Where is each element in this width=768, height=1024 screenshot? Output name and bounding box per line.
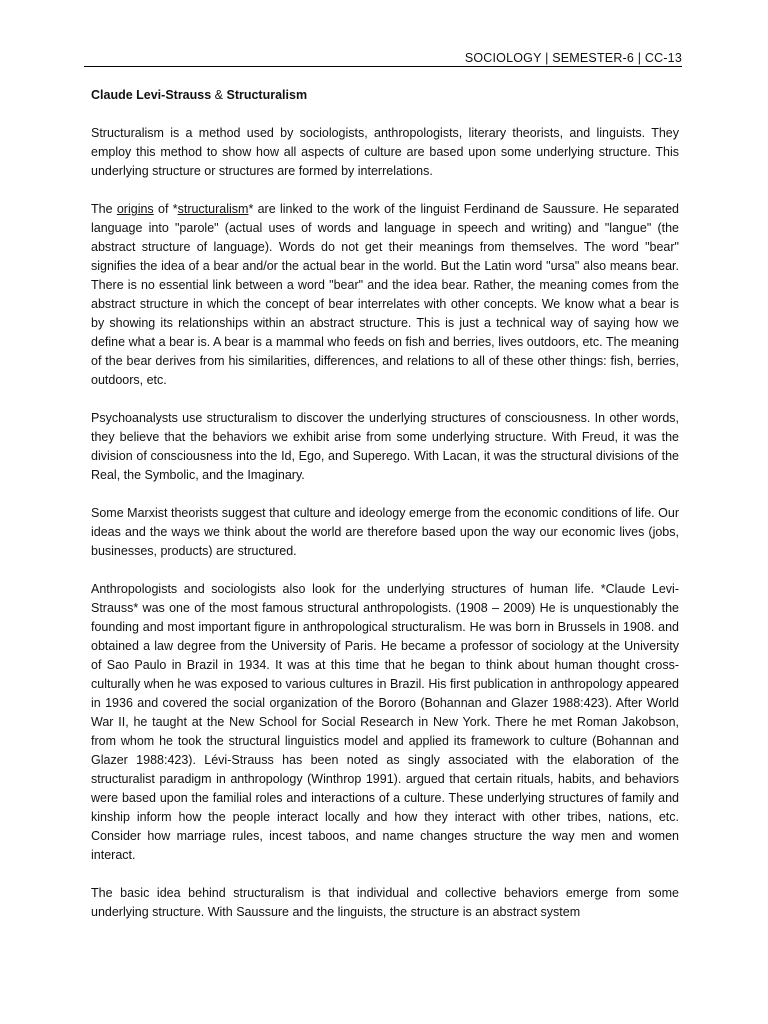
title-part1: Claude Levi-Strauss — [91, 88, 212, 102]
paragraph-2-mid: of * — [153, 202, 178, 216]
paragraph-3: Psychoanalysts use structuralism to discover the underlying structures of consciousness. In other words, they believe that the behaviors we exhibit arise from some underlying structure. With Freud, it was the division of consciousness into the Id, Ego, and Superego. With Lacan, it was the structural divisions of the Real, the Symbolic, and the Imaginary. — [91, 411, 679, 482]
paragraph-4: Some Marxist theorists suggest that culture and ideology emerge from the economic conditions of life. Our ideas and the ways we think about the world are therefore based upon the way our economic lives (jobs, businesses, products) are structured. — [91, 506, 679, 558]
origins-link[interactable]: origins — [116, 202, 154, 216]
paragraph-6: The basic idea behind structuralism is that individual and collective behaviors emerge from some underlying structure. With Saussure and the linguists, the structure is an abstract system — [91, 886, 679, 919]
paragraph-5: Anthropologists and sociologists also look for the underlying structures of human life. *Claude Levi-Strauss* was one of the most famous structural anthropologists. (1908 – 2009) He is unquestionably the founding and most important figure in anthropological structuralism. He was born in Brussels in 1908. and obtained a law degree from the University of Paris. He became a professor of sociology at the University of Sao Paulo in Brazil in 1934. It was at this time that he began to think about human thought cross-culturally when he was exposed to various cultures in Brazil. His first publication in anthropology appeared in 1936 and covered the social organization of the Bororo (Bohannan and Glazer 1988:423). After World War II, he taught at the New School for Social Research in New York. There he met Roman Jakobson, from whom he took the structural linguistics model and applied its framework to culture (Bohannan and Glazer 1988:423). Lévi-Strauss has been noted as singly associated with the elaboration of the structuralist paradigm in anthropology (Winthrop 1991). argued that certain rituals, habits, and behaviors were based upon the familial roles and interactions of a culture. These underlying structures of family and kinship inform how the people interact locally and how they interact with other tribes, nations, etc. Consider how marriage rules, incest taboos, and name changes structure the way men and women interact. — [91, 582, 679, 862]
document-body — [91, 86, 679, 922]
paragraph-1: Structuralism is a method used by sociologists, anthropologists, literary theorists, and linguists. They employ this method to show how all aspects of culture are based upon some underlying structure. This underlying structure or structures are formed by interrelations. — [91, 126, 679, 178]
title-part2: Structuralism — [226, 88, 308, 102]
paragraph-2-rest: * are linked to the work of the linguist Ferdinand de Saussure. He separated language into "parole" (actual uses of words and language in speech and writing) and "langue" (the abstract structure of language). Words do not get their meanings from themselves. The word "bear" signifies the idea of a bear and/or the actual bear in the world. But the Latin word "ursa" also means bear. There is no essential link between a word "bear" and the idea bear. Rather, the meaning comes from the abstract structure in which the concept of bear interrelates with other concepts. We know what a bear is by showing its relationships within an abstract structure. This is just a technical way of saying how we define what a bear is. A bear is a mammal who feeds on fish and berries, lives outdoors, etc. The meaning of the bear derives from his similarities, differences, and relations to all of these other things: fish, berries, outdoors, etc. — [91, 202, 679, 387]
running-head-text: SOCIOLOGY | SEMESTER-6 | CC-13 — [464, 51, 682, 65]
structuralism-link[interactable]: structuralism — [177, 202, 249, 216]
paragraph-2 — [91, 200, 679, 390]
title-ampersand: & — [211, 88, 227, 102]
running-header — [84, 44, 682, 67]
paragraph-2-pre: The — [91, 202, 117, 216]
document-title — [91, 86, 679, 105]
